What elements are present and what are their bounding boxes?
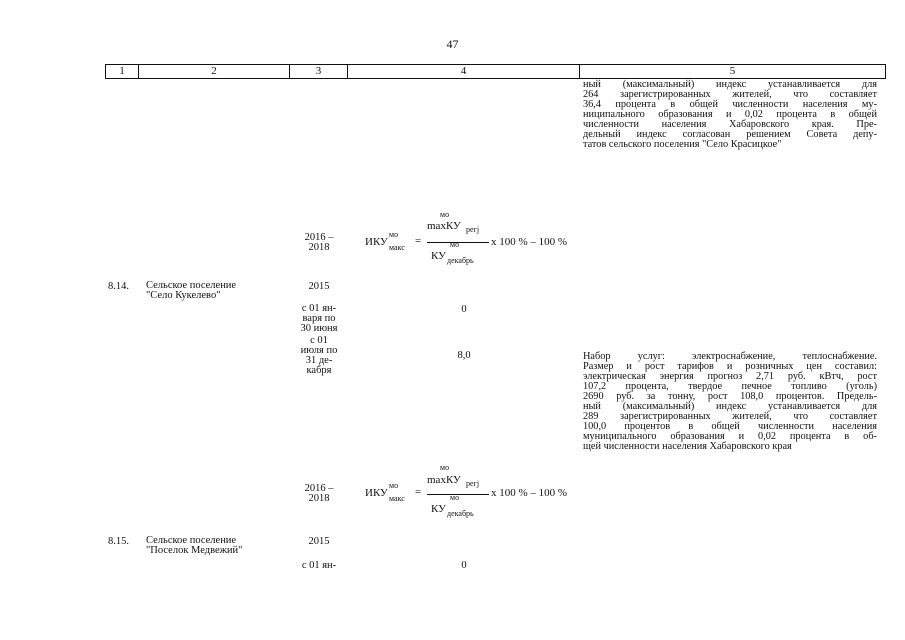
formula-num-sup: мо [440, 210, 450, 219]
formula-den-main: КУ [431, 250, 446, 262]
text-line: ный (максимальный) индекс устанавливается для [583, 401, 877, 412]
index-formula [365, 210, 595, 270]
text-line: муниципального образования и 0,02 процента в об- [583, 431, 877, 442]
formula-lhs-sup: мо [389, 481, 399, 490]
formula-lhs: ИКУ [365, 236, 388, 248]
text-line: 100,0 процентов в общей численности населения [583, 421, 877, 432]
text-line: ниципального образования и 0,02 процента в общей [583, 109, 877, 120]
period-line: с 01 ян- [301, 303, 337, 314]
text-line: 2690 руб. за тонну, рост 108,0 процентов. Предель- [583, 391, 877, 402]
period-line: 31 де- [305, 355, 333, 366]
name-line: Сельское поселение [146, 535, 237, 546]
formula-num-main: maxКУ [427, 220, 461, 232]
period-line: с 01 [310, 335, 328, 346]
period-line: 2016 – [304, 483, 334, 494]
formula-den-sup: мо [450, 240, 460, 249]
column-header-4: 4 [348, 64, 580, 79]
name-line: "Село Кукелево" [146, 290, 221, 301]
period-line: 2016 – [304, 232, 334, 243]
period-line: июля по [300, 345, 338, 356]
formula-lhs: ИКУ [365, 487, 388, 499]
text-line: электрическая энергия прогноз 2,71 руб. кВтч, рост [583, 371, 877, 382]
formula-num-sub: регj [466, 479, 480, 488]
row-period2-8-14 [290, 336, 348, 376]
period-2016-2018 [290, 233, 348, 253]
row-description-8-14 [583, 352, 877, 452]
text-line: 107,2 процента, твердое печное топливо (уголь) [583, 381, 877, 392]
formula-den-main: КУ [431, 503, 446, 515]
formula-lhs-sub: макс [389, 243, 405, 252]
index-formula-second [365, 463, 595, 523]
formula-tail: х 100 % – 100 % [491, 487, 568, 499]
row-value2-8-14: 8,0 [457, 350, 471, 361]
row-number-8-15: 8.15. [108, 536, 129, 547]
formula-equals: = [415, 486, 422, 498]
row-year-8-15: 2015 [308, 536, 330, 547]
text-line: ный (максимальный) индекс устанавливается для [583, 79, 877, 90]
row-value1-8-14: 0 [461, 304, 467, 315]
row-period1-8-15: с 01 ян- [301, 560, 337, 571]
period-line: 30 июня [300, 323, 338, 334]
text-line: численности населения Хабаровского края. Пре- [583, 119, 877, 130]
text-line: 264 зарегистрированных жителей, что составляет [583, 89, 877, 100]
row-name-8-14 [146, 281, 236, 301]
formula-tail: х 100 % – 100 % [491, 236, 568, 248]
row-number-8-14: 8.14. [108, 281, 129, 292]
text-line: Набор услуг: электроснабжение, теплоснабжение. [583, 351, 877, 362]
column-header-5: 5 [580, 64, 886, 79]
formula-num-main: maxКУ [427, 474, 461, 486]
text-line: Размер и рост тарифов и розничных цен составил: [583, 361, 877, 372]
text-line: 36,4 процента в общей численности населения му- [583, 99, 877, 110]
formula-den-sub: декабрь [447, 509, 474, 518]
formula-lhs-sup: мо [389, 230, 399, 239]
row-name-8-15 [146, 536, 242, 556]
period-line: варя по [302, 313, 336, 324]
text-line: татов сельского поселения "Село Красицкое" [583, 139, 782, 150]
page-number: 47 [446, 37, 459, 51]
text-line: дельный индекс согласован решением Совета депу- [583, 129, 877, 140]
text-line: щей численности населения Хабаровского края [583, 441, 792, 452]
period-2016-2018-second [290, 484, 348, 504]
formula-equals: = [415, 235, 422, 247]
formula-den-sup: мо [450, 493, 460, 502]
period-line: кабря [306, 365, 332, 376]
column-header-3: 3 [290, 64, 348, 79]
column-header-1: 1 [105, 64, 139, 79]
formula-num-sup: мо [440, 463, 450, 472]
text-line: 289 зарегистрированных жителей, что составляет [583, 411, 877, 422]
formula-den-sub: декабрь [447, 256, 474, 265]
column-header-2: 2 [139, 64, 290, 79]
period-line: 2018 [308, 242, 330, 253]
formula-lhs-sub: макс [389, 494, 405, 503]
row-value1-8-15: 0 [461, 560, 467, 571]
row-year-8-14: 2015 [308, 281, 330, 292]
name-line: "Поселок Медвежий" [146, 545, 243, 556]
period-line: 2018 [308, 493, 330, 504]
name-line: Сельское поселение [146, 280, 237, 291]
formula-num-sub: регj [466, 225, 480, 234]
continued-description [583, 80, 877, 150]
row-period1-8-14 [290, 304, 348, 334]
